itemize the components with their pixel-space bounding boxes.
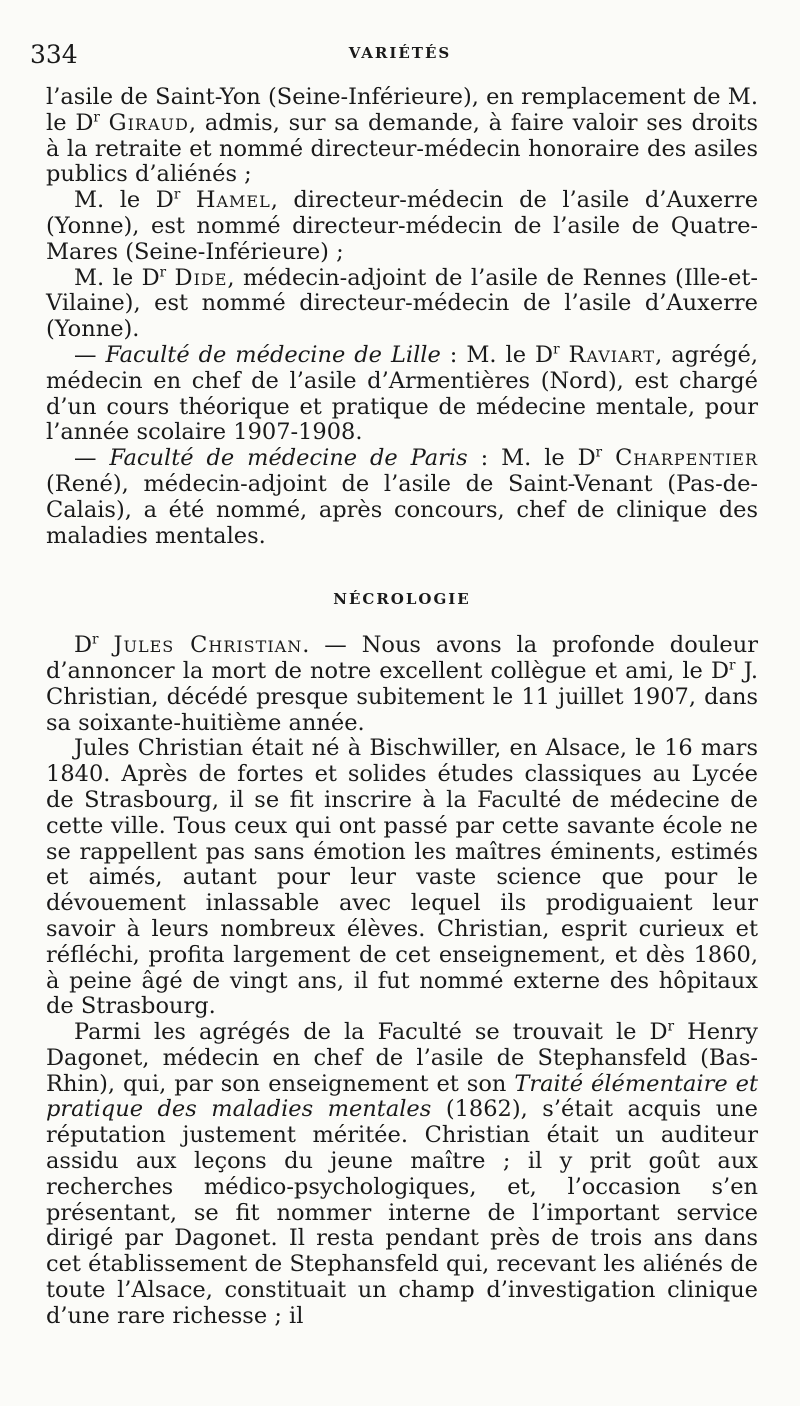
faculty-name: Faculté de médecine de Paris bbox=[109, 445, 468, 472]
person-name: Giraud bbox=[108, 109, 189, 136]
paragraph: Parmi les agrégés de la Faculté se trouvait le $D^r$ Henry Dagonet, médecin en chef de l’asile de Stephansfeld (Bas-Rhin), qui, par son enseignement et son Traité élémentaire et pratique des maladies mentales (1862), s’était acquis une réputation justement méritée. Christian était un auditeur assidu aux leçons du jeune maître ; il y prit goût aux recherches médico-psychologiques, et, l’occasion s’en présentant, se fit nommer interne de l’important service dirigé par Dagonet. Il resta pendant près de trois ans dans cet établissement de Stephansfeld qui, recevant les aliénés de toute l’Alsace, constituait un champ d’investigation clinique d’une rare richesse ; il bbox=[46, 1018, 759, 1329]
section-title: NÉCROLOGIE bbox=[333, 590, 471, 609]
paragraph: — Faculté de médecine de Lille : M. le $D^r$ Raviart, agrégé, médecin en chef de l’asile d’Armentières (Nord), est chargé d’un cours théorique et pratique de médecine mentale, pour l’année scolaire 1907-1908. bbox=[46, 341, 758, 446]
paragraph: M. le $D^r$ Hamel, directeur-médecin de l’asile d’Auxerre (Yonne), est nommé directeur-médecin de l’asile de Quatre-Mares (Seine-Inférieure) ; bbox=[46, 186, 759, 265]
body-text bbox=[46, 85, 758, 1330]
running-head: VARIÉTÉS bbox=[348, 44, 452, 62]
faculty-name: Faculté de médecine de Lille bbox=[105, 341, 441, 368]
person-name: Hamel bbox=[195, 187, 271, 214]
paragraph: $D^r$ Jules Christian. — Nous avons la profonde douleur d’annoncer la mort de notre excellent collègue et ami, le $D^r$ J. Christian, décédé presque subitement le 11 juillet 1907, dans sa soixante-huitième année. bbox=[46, 631, 759, 736]
page-number: 334 bbox=[30, 40, 78, 69]
person-name: Dide bbox=[174, 264, 228, 291]
page-header bbox=[0, 40, 800, 70]
book-title: Traité élémentaire et pratique des maladies mentales bbox=[46, 1070, 758, 1123]
paragraph: — Faculté de médecine de Paris : M. le $D^r$ Charpentier (René), médecin-adjoint de l’asile de Saint-Venant (Pas-de-Calais), a été nommé, après concours, chef de clinique des maladies mentales. bbox=[46, 444, 758, 549]
paragraph: l’asile de Saint-Yon (Seine-Inférieure), en remplacement de M. le $D^r$ Giraud, admis, sur sa demande, à faire valoir ses droits à la retraite et nommé directeur-médecin honoraire des asiles publics d’aliénés ; bbox=[46, 84, 759, 188]
person-name: Charpentier bbox=[615, 445, 758, 472]
paragraph: Jules Christian était né à Bischwiller, en Alsace, le 16 mars 1840. Après de fortes et solides études classiques au Lycée de Strasbourg, il se fit inscrire à la Faculté de médecine de cette ville. Tous ceux qui ont passé par cette savante école ne se rappellent pas sans émotion les maîtres éminents, estimés et aimés, autant pour leur vaste science que pour le dévouement inlassable avec lequel ils prodiguaient leur savoir à leurs nombreux élèves. Christian, esprit curieux et réfléchi, profita largement de cet enseignement, et dès 1860, à peine âgé de vingt ans, il fut nommé externe des hôpitaux de Strasbourg. bbox=[46, 735, 758, 1020]
person-name: Raviart bbox=[568, 341, 656, 368]
paragraph: M. le $D^r$ Dide, médecin-adjoint de l’asile de Rennes (Ille-et-Vilaine), est nommé directeur-médecin de l’asile d’Auxerre (Yonne). bbox=[46, 264, 758, 343]
person-name: Jules Christian bbox=[113, 632, 303, 659]
